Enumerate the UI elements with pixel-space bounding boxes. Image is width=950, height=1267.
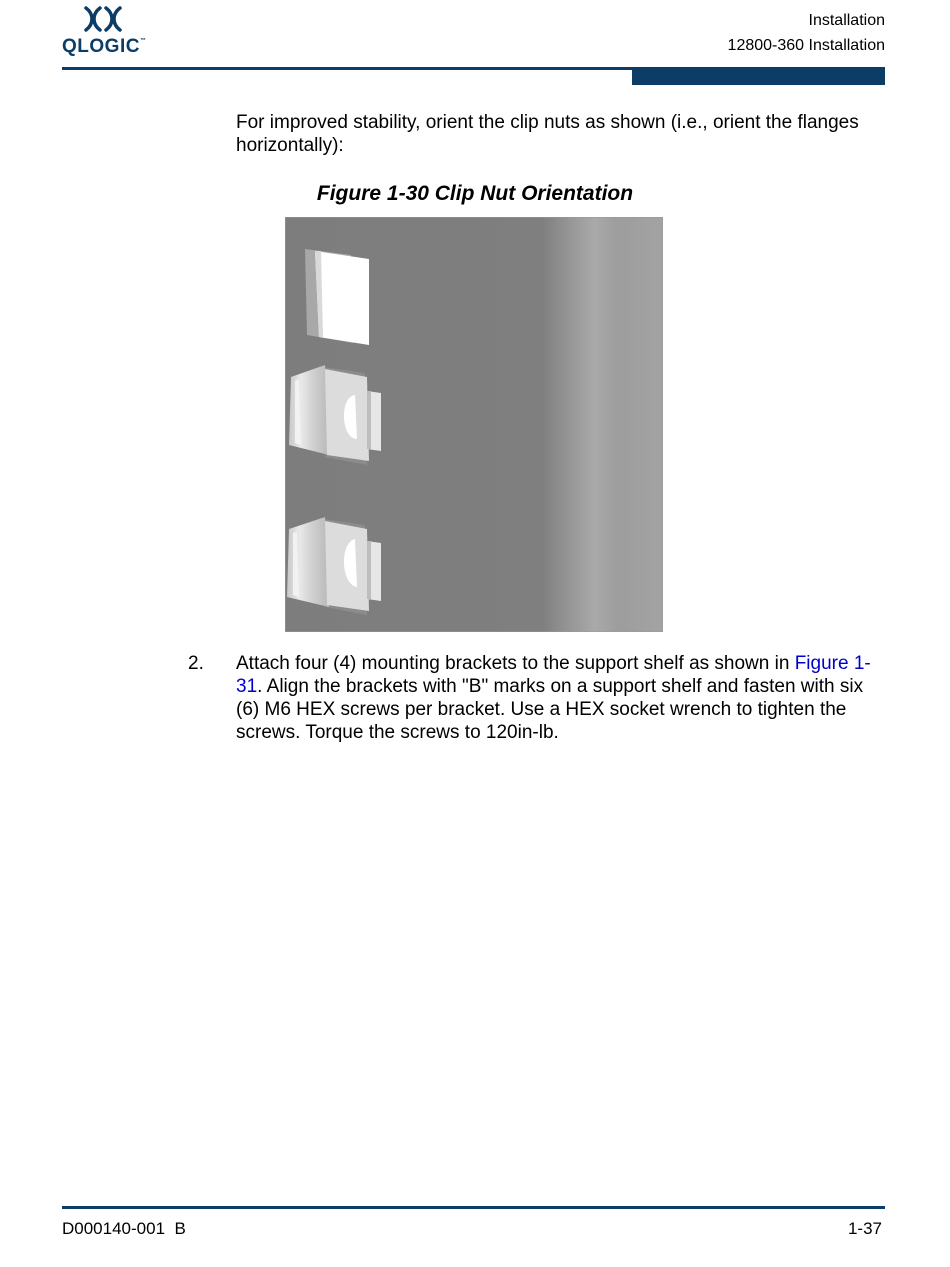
footer-document-id: D000140-001 B [62,1219,186,1238]
clip-nut-lower [287,517,381,615]
footer-page-number: 1-37 [847,1219,882,1238]
clip-nut-illustration [285,217,663,632]
square-hole [305,249,369,345]
step-text-before-link: Attach four (4) mounting brackets to the support shelf as shown in [236,653,795,674]
step-number: 2. [188,653,204,674]
qlogic-logo [62,4,152,60]
running-header [728,8,885,58]
figure-caption: Figure 1-30 Clip Nut Orientation [316,182,634,205]
step-text-after-link: . Align the brackets with "B" marks on a support shelf and fasten with six (6) M6 HEX screws per bracket. Use a HEX socket wrench to tighten the screws. Torque the screws to 120in-lb. [236,676,864,743]
header-subsection-title: 12800-360 Installation [727,37,885,54]
figure-cross-reference-link[interactable]: Figure 1-31 [236,653,871,697]
footer-rule [62,1206,885,1209]
logo-wordmark: QLOGIC™ [62,36,147,57]
step-text [236,652,888,744]
qlogic-logo-mark-icon [62,4,152,36]
intro-paragraph: For improved stability, orient the clip nuts as shown (i.e., orient the flanges horizontally): [236,112,859,156]
header-tab-bar [632,67,885,85]
clip-nut-figure [285,217,663,632]
header-section-title: Installation [808,12,885,29]
